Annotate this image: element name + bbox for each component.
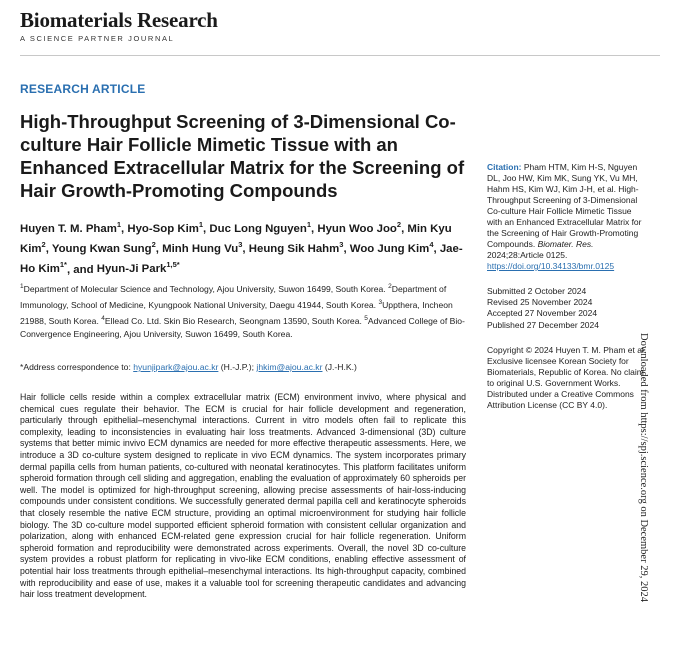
author (20, 220, 122, 235)
email-link-1[interactable]: hyunjipark@ajou.ac.kr (133, 362, 219, 372)
citation (487, 162, 647, 272)
author-name: Hyun Woo Joo (317, 222, 397, 235)
author-name: Woo Jung Kim (349, 243, 430, 256)
citation-tail: 2024;28:Article 0125. (487, 250, 568, 260)
author-name: Jae-Ho Kim (20, 243, 463, 276)
author (349, 240, 434, 256)
author-list: Huyen T. M. Pham$^1$, Hyo-Sop Kim$^1$, Duc Long Nguyen$^1$, Hyun Woo Joo$^2$, Min Kyu Kim$^2$, Young Kwan Sung$^2$, Minh Hung Vu$^3$, Heung Sik Hahm$^3$, Woo Jung Kim$^4$, Jae-Ho Kim$^{1*}$, and Hyun-Ji Park$^{1,5*}$ (20, 220, 463, 276)
sidebar (487, 162, 647, 411)
author (96, 260, 180, 276)
author-name: Young Kwan Sung (51, 243, 152, 256)
email-link-2[interactable]: jhkim@ajou.ac.kr (256, 362, 323, 372)
journal-name: Biomaterials Research (20, 8, 218, 32)
author-affiliation-marker: 1 (306, 220, 312, 229)
author-affiliation-marker: 2 (41, 240, 46, 250)
citation-text: Pham HTM, Kim H-S, Nguyen DL, Joo HW, Kim MK, Sung YK, Vu MH, Hahm HS, Kim WJ, Kim J-H, et al. High-Throughput Screening of 3-Dimensional Co-culture Hair Follicle Mimetic Tissue with an Enhanced Extracellular Matrix for the Screening of Hair Growth-Promoting Compounds. (487, 162, 642, 249)
date-submitted: Submitted 2 October 2024 (487, 286, 587, 296)
author-affiliation-marker: 3 (238, 240, 243, 250)
download-note: Downloaded from https://spj.science.org on December 29, 2024 (638, 333, 649, 602)
correspondence-prefix: *Address correspondence to: (20, 362, 134, 372)
author-affiliation-marker: 2 (396, 220, 402, 229)
abstract: Hair follicle cells reside within a complex extracellular matrix (ECM) environment invivo, where physical and chemical cues regulate their behavior. The ECM is crucial for hair follicle development and regeneration, particularly through epithelial–mesenchymal interactions. Current in vitro models often fail to replicate this complexity, leading to inconsistencies in evaluating hair loss treatments. Advanced 3-dimensional (3D) culture systems that better mimic invivo ECM dynamics are needed for more effective therapeutic assessments. Here, we introduce a 3D co-culture system designed to replicate in vivo ECM dynamics. The system incorporates primary dermal papilla cells from human patients, co-cultured with neonatal keratinocytes. This platform facilitates uniform spheroid formation through cell sliding and aggregation, enabling the evaluation of approximately 60 spheroids per well. The model is optimized for high-throughput screening, allowing precise assessments of hair-loss-inducing compounds under consistent conditions. We successfully generated dermal papilla cell and keratinocyte spheroids that closely resemble the native ECM structure, providing an optimal microenvironment for studying hair follicle biology. The 3D co-culture model supported efficient spheroid formation with consistent cellular organization and polarization, along with enhanced ECM-related gene expression crucial for hair follicle regeneration. Uniform spheroid formation and reproducibility were demonstrated across experiments. Overall, the novel 3D co-culture system provides a robust platform for replicating in vivo-like ECM conditions, enabling effective assessment of potential hair loss treatments through epithelial–mesenchymal interactions. Its high-throughput capacity, combined with reproducibility and ease of use, makes it a valuable tool for screening therapeutic candidates and advancing hair loss treatment development. (20, 392, 466, 600)
author-affiliation-marker: 3 (339, 240, 344, 250)
author (209, 220, 312, 235)
date-revised: Revised 25 November 2024 (487, 297, 593, 308)
correspondence-who-2: (J.-H.K.) (322, 362, 357, 372)
date-published: Published 27 December 2024 (487, 319, 599, 330)
affiliation-number: 4 (101, 314, 105, 322)
affiliation-number: 3 (378, 298, 383, 306)
author-affiliation-marker: 4 (429, 240, 434, 250)
author-name: Heung Sik Hahm (248, 243, 340, 256)
copyright: Copyright © 2024 Huyen T. M. Pham et al. Exclusive licensee Korean Society for Biomaterials, Republic of Korea. No claim to original U.S. Government Works. Distributed under a Creative Commons Attribution License (CC BY 4.0). (487, 344, 647, 410)
doi-link[interactable]: https://doi.org/10.34133/bmr.0125 (487, 261, 615, 271)
affiliation-number: 1 (20, 283, 24, 290)
citation-label: Citation: (487, 162, 522, 172)
author (162, 240, 243, 256)
author-name: Minh Hung Vu (162, 243, 239, 256)
author-name: Huyen T. M. Pham (20, 222, 117, 235)
correspondence-who-1: (H.-J.P.); (218, 362, 257, 372)
article-dates (487, 286, 647, 331)
author-affiliation-marker: 1,5* (166, 260, 180, 270)
author-name: Hyun-Ji Park (96, 263, 167, 276)
author-affiliation-marker: 2 (151, 240, 156, 250)
author (248, 240, 344, 256)
author (127, 220, 204, 235)
affiliation-text: Department of Molecular Science and Technology, Ajou University, Suwon 16499, South Korea. (23, 283, 386, 294)
affiliation-text: Ellead Co. Ltd. Skin Bio Research, Seongnam 13590, South Korea. (104, 315, 362, 326)
author-name: Hyo-Sop Kim (127, 222, 199, 235)
journal-subtitle: A SCIENCE PARTNER JOURNAL (20, 34, 175, 43)
author-name: Min Kyu Kim (20, 222, 452, 256)
author-name: Duc Long Nguyen (209, 222, 307, 235)
affiliation-text: Advanced College of Bio-Convergence Engineering, Ajou University, Suwon 16499, South Korea. (20, 315, 465, 339)
affiliation-text: Department of Immunology, School of Medicine, Kyungpook National University, Daegu 41944, South Korea. (20, 283, 447, 310)
citation-journal: Biomater. Res. (537, 239, 594, 249)
journal-header (20, 8, 218, 43)
affiliation-number: 2 (388, 283, 392, 290)
author (51, 240, 156, 256)
article-title: High-Throughput Screening of 3-Dimensional Co-culture Hair Follicle Mimetic Tissue with an Enhanced Extracellular Matrix for the Screening of Hair Growth-Promoting Compounds (20, 111, 465, 201)
date-accepted: Accepted 27 November 2024 (487, 308, 598, 319)
affiliation-number: 5 (364, 314, 368, 322)
author-affiliation-marker: 1 (116, 220, 122, 229)
article-type: RESEARCH ARTICLE (20, 82, 146, 96)
author-affiliation-marker: 1* (59, 260, 67, 270)
author (317, 220, 402, 235)
author-affiliation-marker: 1 (198, 220, 204, 229)
affiliations (20, 280, 465, 341)
correspondence (20, 361, 465, 374)
affiliation-text: Uppthera, Incheon 21988, South Korea. (20, 299, 453, 326)
header-divider (20, 55, 660, 56)
